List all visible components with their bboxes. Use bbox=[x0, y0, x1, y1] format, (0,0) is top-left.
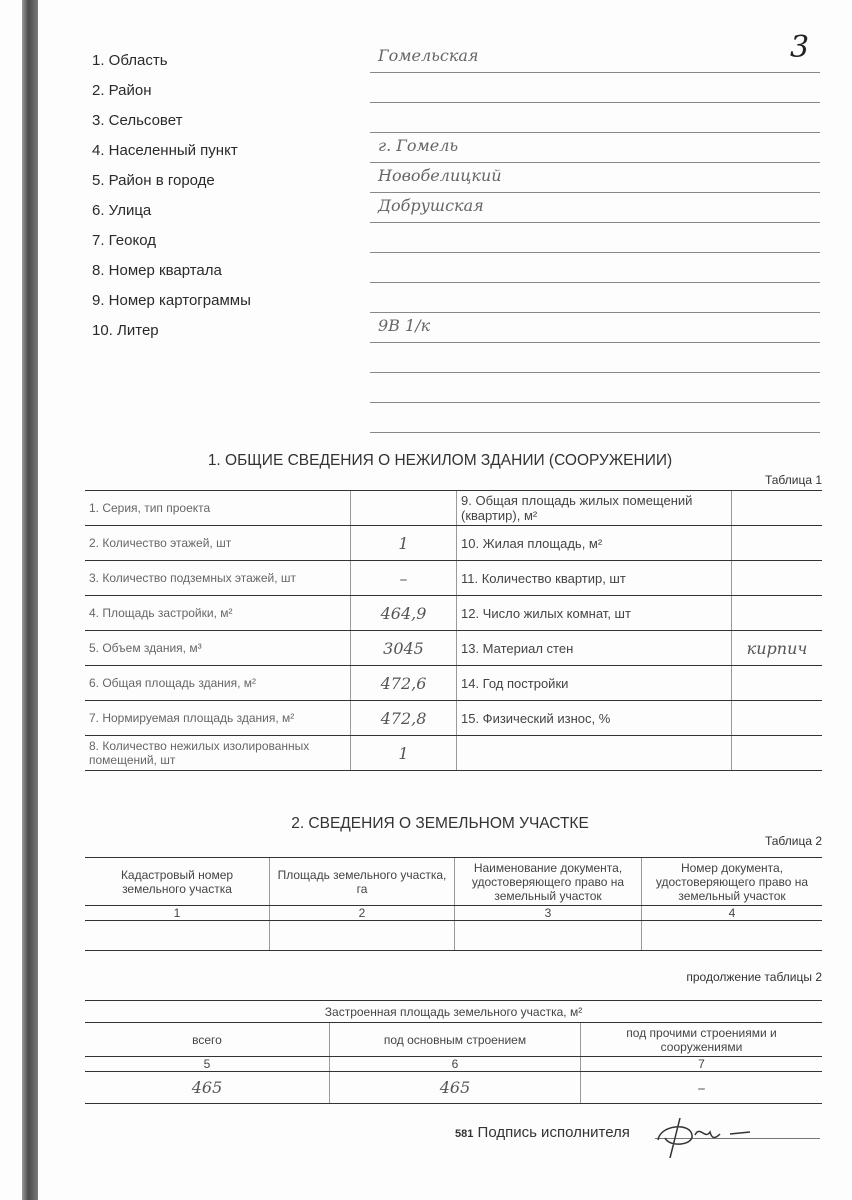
field-value: г. Гомель bbox=[378, 136, 459, 155]
field-line bbox=[370, 282, 820, 283]
field-label: 2. Район bbox=[92, 82, 152, 99]
field-line bbox=[370, 312, 820, 313]
row-label: 9. Общая площадь жилых помещений (квартир), м² bbox=[457, 491, 732, 526]
column-number: 6 bbox=[330, 1057, 581, 1072]
header-cell: Наименование документа, удостоверяющего право на земельный участок bbox=[455, 858, 642, 906]
signature-scribble bbox=[650, 1110, 760, 1160]
empty-cell bbox=[642, 921, 823, 951]
row-label bbox=[457, 736, 732, 771]
empty-cell bbox=[455, 921, 642, 951]
column-number: 7 bbox=[581, 1057, 823, 1072]
field-line bbox=[370, 72, 820, 73]
field-label: 5. Район в городе bbox=[92, 172, 215, 189]
row-value bbox=[732, 561, 823, 596]
row-value: 472,6 bbox=[351, 666, 457, 701]
row-value bbox=[732, 526, 823, 561]
row-value bbox=[732, 491, 823, 526]
blank-line bbox=[370, 372, 820, 373]
built-area-title: Застроенная площадь земельного участка, м² bbox=[85, 1001, 822, 1023]
header-cell: всего bbox=[85, 1023, 330, 1057]
field-line bbox=[370, 132, 820, 133]
header-cell: Кадастровый номер земельного участка bbox=[85, 858, 270, 906]
row-label: 10. Жилая площадь, м² bbox=[457, 526, 732, 561]
row-label: 3. Количество подземных этажей, шт bbox=[85, 561, 351, 596]
scan-edge-shadow bbox=[22, 0, 38, 1200]
row-label: 8. Количество нежилых изолированных помещений, шт bbox=[85, 736, 351, 771]
table-row bbox=[85, 526, 822, 561]
row-value: кирпич bbox=[732, 631, 823, 666]
field-line bbox=[370, 162, 820, 163]
row-label: 15. Физический износ, % bbox=[457, 701, 732, 736]
table-row bbox=[85, 561, 822, 596]
table-row bbox=[85, 631, 822, 666]
table-row bbox=[85, 736, 822, 771]
total-area-value: 465 bbox=[85, 1072, 330, 1104]
header-cell: Номер документа, удостоверяющего право на земельный участок bbox=[642, 858, 823, 906]
row-value bbox=[732, 701, 823, 736]
table-row bbox=[85, 666, 822, 701]
row-label: 5. Объем здания, м³ bbox=[85, 631, 351, 666]
field-value: 9В 1/к bbox=[378, 316, 431, 335]
signature-label: Подпись исполнителя bbox=[477, 1124, 630, 1141]
field-label: 10. Литер bbox=[92, 322, 159, 339]
field-label: 4. Населенный пункт bbox=[92, 142, 238, 159]
row-value bbox=[732, 736, 823, 771]
field-label: 7. Геокод bbox=[92, 232, 156, 249]
table1-caption: Таблица 1 bbox=[764, 473, 822, 487]
column-number: 2 bbox=[270, 906, 455, 921]
row-value: 1 bbox=[351, 526, 457, 561]
row-label: 11. Количество квартир, шт bbox=[457, 561, 732, 596]
row-value: 3045 bbox=[351, 631, 457, 666]
other-buildings-area-value: – bbox=[581, 1072, 823, 1104]
empty-cell bbox=[270, 921, 455, 951]
row-value bbox=[732, 596, 823, 631]
row-value bbox=[351, 491, 457, 526]
row-label: 7. Нормируемая площадь здания, м² bbox=[85, 701, 351, 736]
table-row bbox=[85, 596, 822, 631]
field-line bbox=[370, 102, 820, 103]
blank-line bbox=[370, 432, 820, 433]
row-value: 472,8 bbox=[351, 701, 457, 736]
signature-code: 581 bbox=[455, 1128, 474, 1140]
table-row bbox=[85, 491, 822, 526]
main-building-area-value: 465 bbox=[330, 1072, 581, 1104]
field-line bbox=[370, 192, 820, 193]
field-value: Гомельская bbox=[378, 46, 479, 65]
column-number: 1 bbox=[85, 906, 270, 921]
field-label: 6. Улица bbox=[92, 202, 152, 219]
column-number: 5 bbox=[85, 1057, 330, 1072]
row-value: – bbox=[351, 561, 457, 596]
row-label: 4. Площадь застройки, м² bbox=[85, 596, 351, 631]
field-label: 9. Номер картограммы bbox=[92, 292, 251, 309]
header-cell: под прочими строениями и сооружениями bbox=[581, 1023, 823, 1057]
row-label: 12. Число жилых комнат, шт bbox=[457, 596, 732, 631]
row-value: 464,9 bbox=[351, 596, 457, 631]
field-value: Новобелицкий bbox=[378, 166, 502, 185]
field-line bbox=[370, 252, 820, 253]
land-plot-table bbox=[85, 857, 822, 951]
field-label: 3. Сельсовет bbox=[92, 112, 183, 129]
row-value: 1 bbox=[351, 736, 457, 771]
continuation-caption: продолжение таблицы 2 bbox=[686, 970, 822, 984]
table-row bbox=[85, 701, 822, 736]
field-label: 8. Номер квартала bbox=[92, 262, 222, 279]
table2-caption: Таблица 2 bbox=[764, 834, 822, 848]
row-label: 13. Материал стен bbox=[457, 631, 732, 666]
field-label: 1. Область bbox=[92, 52, 168, 69]
field-value: Добрушская bbox=[378, 196, 484, 215]
building-info-table bbox=[85, 490, 822, 771]
row-label: 6. Общая площадь здания, м² bbox=[85, 666, 351, 701]
section2-title: 2. СВЕДЕНИЯ О ЗЕМЕЛЬНОМ УЧАСТКЕ bbox=[291, 815, 589, 832]
empty-cell bbox=[85, 921, 270, 951]
header-cell: Площадь земельного участка, га bbox=[270, 858, 455, 906]
field-line bbox=[370, 342, 820, 343]
column-number: 3 bbox=[455, 906, 642, 921]
row-label: 2. Количество этажей, шт bbox=[85, 526, 351, 561]
blank-line bbox=[370, 402, 820, 403]
row-value bbox=[732, 666, 823, 701]
field-line bbox=[370, 222, 820, 223]
page-number: 3 bbox=[790, 30, 810, 65]
row-label: 14. Год постройки bbox=[457, 666, 732, 701]
row-label: 1. Серия, тип проекта bbox=[85, 491, 351, 526]
built-area-table bbox=[85, 1000, 822, 1104]
header-cell: под основным строением bbox=[330, 1023, 581, 1057]
column-number: 4 bbox=[642, 906, 823, 921]
signature-block bbox=[455, 1124, 630, 1141]
section1-title: 1. ОБЩИЕ СВЕДЕНИЯ О НЕЖИЛОМ ЗДАНИИ (СООРУЖЕНИИ) bbox=[207, 452, 673, 469]
